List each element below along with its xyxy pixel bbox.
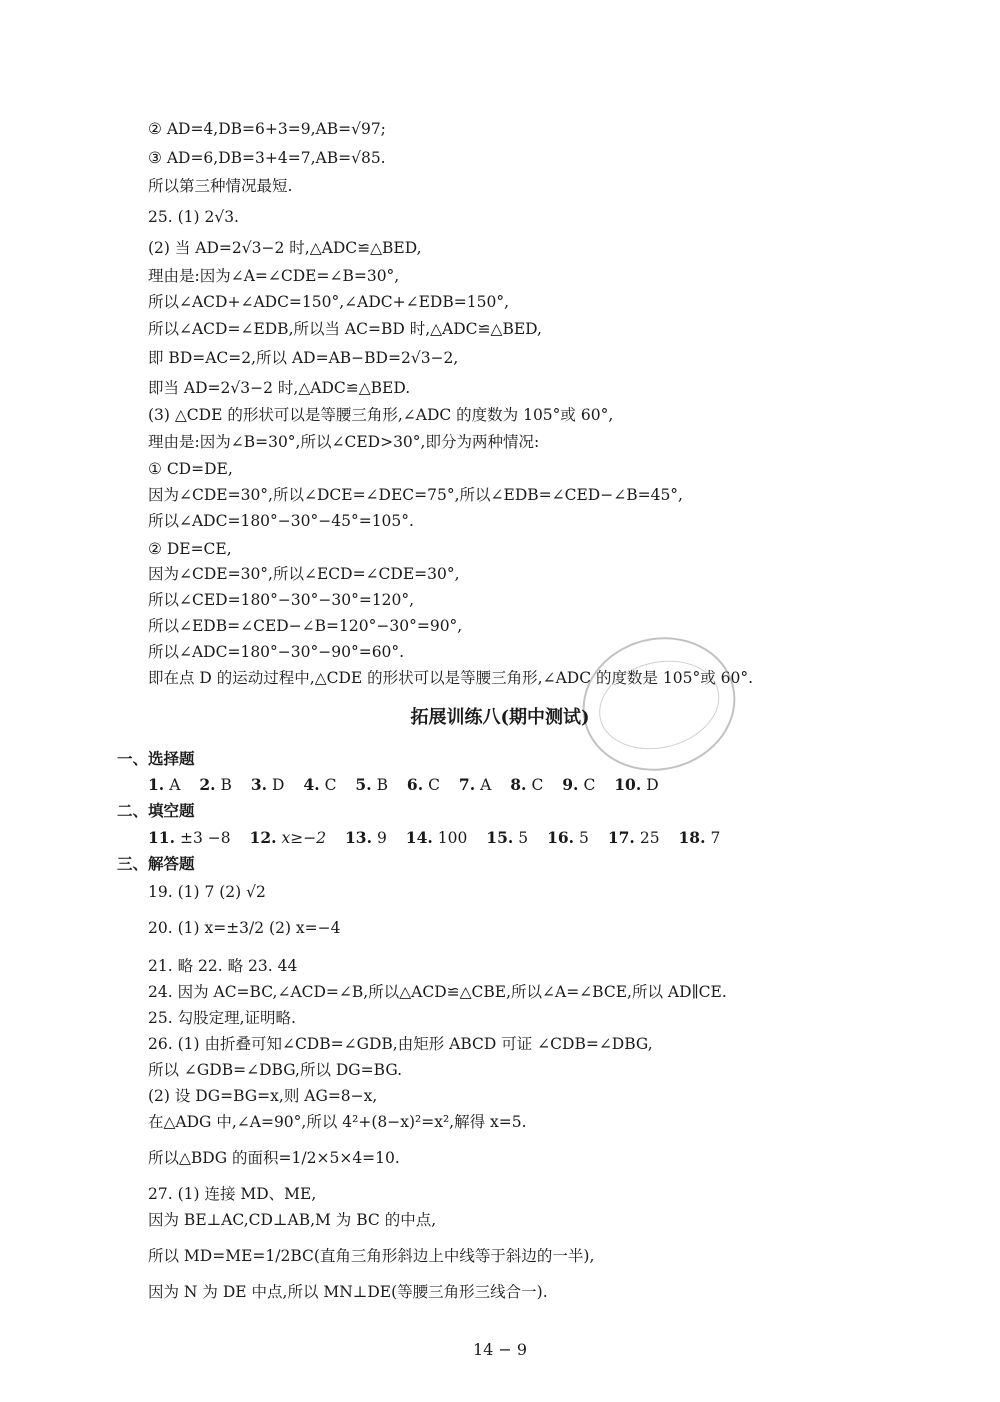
answer-item: 10. D	[614, 775, 659, 794]
section-heading-solve: 三、解答题	[117, 854, 195, 873]
text-line: (3) △CDE 的形状可以是等腰三角形,∠ADC 的度数为 105°或 60°,	[148, 406, 614, 424]
text-line: 21. 略 22. 略 23. 44	[148, 957, 298, 975]
watermark-stamp	[568, 621, 749, 786]
text-line: 因为∠CDE=30°,所以∠ECD=∠CDE=30°,	[148, 565, 460, 583]
text-line: 24. 因为 AC=BC,∠ACD=∠B,所以△ACD≌△CBE,所以∠A=∠BCE,所以 AD∥CE.	[148, 983, 727, 1001]
section-title: 拓展训练八(期中测试)	[410, 707, 590, 728]
text-line: 所以 ∠GDB=∠DBG,所以 DG=BG.	[148, 1061, 403, 1079]
text-line: 19. (1) 7 (2) √2	[148, 883, 266, 901]
answer-item: 15. 5	[486, 828, 529, 847]
text-line: 所以∠ACD=∠EDB,所以当 AC=BD 时,△ADC≌△BED,	[148, 320, 542, 338]
answer-item: 2. B	[199, 775, 232, 794]
answer-item: 1. A	[148, 775, 181, 794]
text-line: 所以∠ADC=180°−30°−45°=105°.	[148, 512, 414, 530]
text-line: 因为 BE⊥AC,CD⊥AB,M 为 BC 的中点,	[148, 1211, 437, 1229]
section-heading-fill: 二、填空题	[117, 801, 195, 820]
answer-item: 18. 7	[678, 828, 721, 847]
section-heading-choice: 一、选择题	[117, 749, 195, 768]
text-line: 因为 N 为 DE 中点,所以 MN⊥DE(等腰三角形三线合一).	[148, 1283, 548, 1301]
text-line: 理由是:因为∠A=∠CDE=∠B=30°,	[148, 267, 400, 285]
text-line: ② DE=CE,	[148, 540, 232, 558]
text-line: 因为∠CDE=30°,所以∠DCE=∠DEC=75°,所以∠EDB=∠CED−∠B=45°,	[148, 486, 683, 504]
answer-item: 14. 100	[405, 828, 468, 847]
text-line: (2) 当 AD=2√3−2 时,△ADC≌△BED,	[148, 239, 422, 257]
text-line: 27. (1) 连接 MD、ME,	[148, 1185, 317, 1203]
text-line: ③ AD=6,DB=3+4=7,AB=√85.	[148, 149, 386, 167]
text-line: 20. (1) x=±3/2 (2) x=−4	[148, 919, 341, 937]
answer-item: 17. 25	[607, 828, 660, 847]
text-line: 理由是:因为∠B=30°,所以∠CED>30°,即分为两种情况:	[148, 433, 540, 451]
text-line: 所以第三种情况最短.	[148, 177, 293, 195]
watermark-stamp-ring	[590, 648, 729, 761]
text-line: 即在点 D 的运动过程中,△CDE 的形状可以是等腰三角形,∠ADC 的度数是 105°或 60°.	[148, 669, 754, 687]
text-line: 26. (1) 由折叠可知∠CDB=∠GDB,由矩形 ABCD 可证 ∠CDB=∠DBG,	[148, 1035, 653, 1053]
answer-item: 8. C	[510, 775, 544, 794]
text-line: 所以∠CED=180°−30°−30°=120°,	[148, 591, 415, 609]
answer-item: 9. C	[562, 775, 596, 794]
answer-item: 16. 5	[547, 828, 589, 847]
choice-answers-row	[148, 773, 673, 797]
text-line: 所以∠ACD+∠ADC=150°,∠ADC+∠EDB=150°,	[148, 293, 509, 311]
text-line: 即 BD=AC=2,所以 AD=AB−BD=2√3−2,	[148, 349, 459, 367]
text-line: ① CD=DE,	[148, 460, 233, 478]
text-line: (2) 设 DG=BG=x,则 AG=8−x,	[148, 1087, 378, 1105]
fill-answers-row	[148, 826, 734, 850]
answer-item: 12. x≥−2	[249, 828, 327, 847]
text-line: 25. 勾股定理,证明略.	[148, 1009, 296, 1027]
answer-item: 3. D	[250, 775, 285, 794]
text-line: 所以 MD=ME=1/2BC(直角三角形斜边上中线等于斜边的一半),	[148, 1247, 595, 1265]
text-line: 所以△BDG 的面积=1/2×5×4=10.	[148, 1149, 400, 1167]
answer-item: 5. B	[355, 775, 388, 794]
text-line: 25. (1) 2√3.	[148, 208, 239, 226]
answer-item: 7. A	[458, 775, 492, 794]
text-line: 所以∠EDB=∠CED−∠B=120°−30°=90°,	[148, 617, 463, 635]
text-line: 即当 AD=2√3−2 时,△ADC≌△BED.	[148, 379, 411, 397]
answer-item: 11. ±3 −8	[148, 828, 231, 847]
text-line: 在△ADG 中,∠A=90°,所以 4²+(8−x)²=x²,解得 x=5.	[148, 1113, 527, 1131]
answer-item: 6. C	[406, 775, 440, 794]
text-line: 所以∠ADC=180°−30°−90°=60°.	[148, 643, 405, 661]
page-number: 14 − 9	[472, 1340, 528, 1359]
text-line: ② AD=4,DB=6+3=9,AB=√97;	[148, 120, 386, 138]
answer-item: 4. C	[303, 775, 337, 794]
answer-item: 13. 9	[345, 828, 387, 847]
